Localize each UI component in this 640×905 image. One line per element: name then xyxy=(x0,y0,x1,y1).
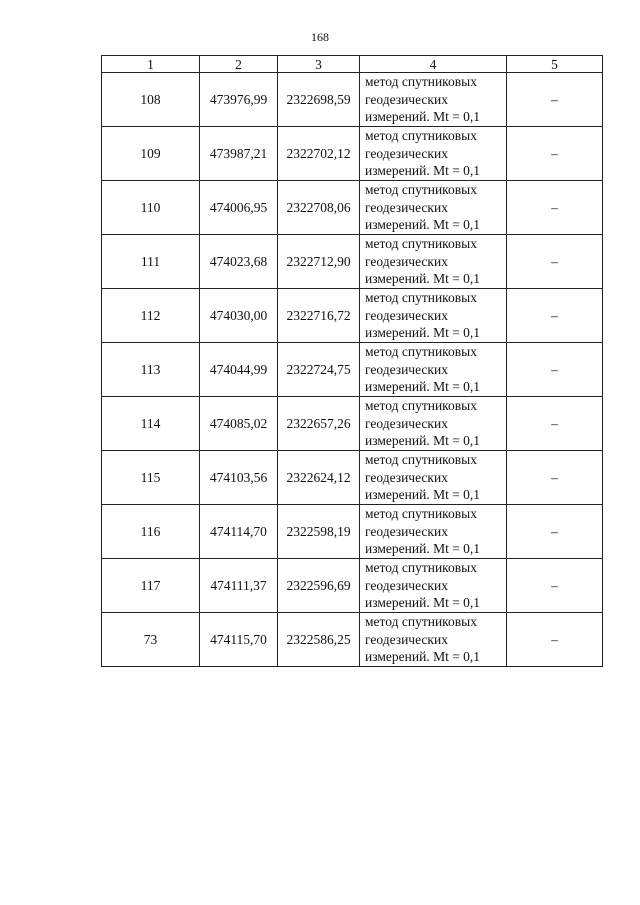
note-cell: – xyxy=(507,451,603,505)
method-cell xyxy=(360,559,507,613)
note-cell: – xyxy=(507,289,603,343)
method-cell xyxy=(360,73,507,127)
method-line: геодезических xyxy=(365,91,448,107)
y-coordinate-cell: 2322716,72 xyxy=(278,289,360,343)
table-row xyxy=(102,127,603,181)
point-number-cell: 116 xyxy=(102,505,200,559)
note-cell: – xyxy=(507,235,603,289)
table-row xyxy=(102,451,603,505)
table-row xyxy=(102,505,603,559)
column-header: 4 xyxy=(360,56,507,73)
method-line: измерений. Mt = 0,1 xyxy=(365,325,481,341)
table-row xyxy=(102,559,603,613)
method-line: метод спутниковых xyxy=(365,290,477,306)
method-cell xyxy=(360,505,507,559)
point-number-cell: 112 xyxy=(102,289,200,343)
method-line: измерений. Mt = 0,1 xyxy=(365,217,481,233)
method-line: метод спутниковых xyxy=(365,506,477,522)
method-line: метод спутниковых xyxy=(365,560,477,576)
note-cell: – xyxy=(507,343,603,397)
method-line: геодезических xyxy=(365,577,448,593)
method-line: метод спутниковых xyxy=(365,452,477,468)
y-coordinate-cell: 2322624,12 xyxy=(278,451,360,505)
x-coordinate-cell: 474006,95 xyxy=(200,181,278,235)
point-number-cell: 115 xyxy=(102,451,200,505)
method-cell xyxy=(360,235,507,289)
table-row xyxy=(102,181,603,235)
y-coordinate-cell: 2322708,06 xyxy=(278,181,360,235)
method-line: геодезических xyxy=(365,361,448,377)
method-cell xyxy=(360,397,507,451)
column-header: 3 xyxy=(278,56,360,73)
y-coordinate-cell: 2322702,12 xyxy=(278,127,360,181)
x-coordinate-cell: 474023,68 xyxy=(200,235,278,289)
method-line: измерений. Mt = 0,1 xyxy=(365,541,481,557)
note-cell: – xyxy=(507,505,603,559)
table-row xyxy=(102,397,603,451)
table-row xyxy=(102,613,603,667)
method-cell xyxy=(360,613,507,667)
note-cell: – xyxy=(507,127,603,181)
y-coordinate-cell: 2322657,26 xyxy=(278,397,360,451)
method-line: метод спутниковых xyxy=(365,182,477,198)
y-coordinate-cell: 2322712,90 xyxy=(278,235,360,289)
method-cell xyxy=(360,127,507,181)
x-coordinate-cell: 474085,02 xyxy=(200,397,278,451)
table-row xyxy=(102,343,603,397)
y-coordinate-cell: 2322598,19 xyxy=(278,505,360,559)
method-line: измерений. Mt = 0,1 xyxy=(365,649,481,665)
method-line: метод спутниковых xyxy=(365,614,477,630)
x-coordinate-cell: 474111,37 xyxy=(200,559,278,613)
note-cell: – xyxy=(507,397,603,451)
method-line: измерений. Mt = 0,1 xyxy=(365,595,481,611)
note-cell: – xyxy=(507,73,603,127)
x-coordinate-cell: 474044,99 xyxy=(200,343,278,397)
point-number-cell: 117 xyxy=(102,559,200,613)
column-header: 2 xyxy=(200,56,278,73)
method-line: геодезических xyxy=(365,199,448,215)
table-row xyxy=(102,289,603,343)
y-coordinate-cell: 2322724,75 xyxy=(278,343,360,397)
column-header: 5 xyxy=(507,56,603,73)
method-cell xyxy=(360,289,507,343)
table-header-row xyxy=(102,56,603,73)
method-line: геодезических xyxy=(365,631,448,647)
method-line: метод спутниковых xyxy=(365,236,477,252)
table-row xyxy=(102,235,603,289)
x-coordinate-cell: 473987,21 xyxy=(200,127,278,181)
y-coordinate-cell: 2322698,59 xyxy=(278,73,360,127)
x-coordinate-cell: 473976,99 xyxy=(200,73,278,127)
point-number-cell: 73 xyxy=(102,613,200,667)
x-coordinate-cell: 474114,70 xyxy=(200,505,278,559)
x-coordinate-cell: 474030,00 xyxy=(200,289,278,343)
table-row xyxy=(102,73,603,127)
method-line: геодезических xyxy=(365,415,448,431)
x-coordinate-cell: 474115,70 xyxy=(200,613,278,667)
method-line: измерений. Mt = 0,1 xyxy=(365,109,481,125)
note-cell: – xyxy=(507,613,603,667)
column-header: 1 xyxy=(102,56,200,73)
method-line: метод спутниковых xyxy=(365,398,477,414)
method-line: измерений. Mt = 0,1 xyxy=(365,433,481,449)
point-number-cell: 110 xyxy=(102,181,200,235)
method-line: геодезических xyxy=(365,469,448,485)
method-line: геодезических xyxy=(365,145,448,161)
method-line: метод спутниковых xyxy=(365,74,477,90)
method-line: измерений. Mt = 0,1 xyxy=(365,487,481,503)
page-number: 168 xyxy=(311,30,329,44)
method-line: измерений. Mt = 0,1 xyxy=(365,163,481,179)
method-line: метод спутниковых xyxy=(365,344,477,360)
point-number-cell: 114 xyxy=(102,397,200,451)
y-coordinate-cell: 2322586,25 xyxy=(278,613,360,667)
method-line: измерений. Mt = 0,1 xyxy=(365,379,481,395)
method-line: геодезических xyxy=(365,253,448,269)
method-line: геодезических xyxy=(365,523,448,539)
method-line: метод спутниковых xyxy=(365,128,477,144)
x-coordinate-cell: 474103,56 xyxy=(200,451,278,505)
method-cell xyxy=(360,181,507,235)
method-line: геодезических xyxy=(365,307,448,323)
note-cell: – xyxy=(507,181,603,235)
point-number-cell: 108 xyxy=(102,73,200,127)
note-cell: – xyxy=(507,559,603,613)
table-body xyxy=(102,73,603,667)
point-number-cell: 109 xyxy=(102,127,200,181)
y-coordinate-cell: 2322596,69 xyxy=(278,559,360,613)
method-line: измерений. Mt = 0,1 xyxy=(365,271,481,287)
method-cell xyxy=(360,343,507,397)
method-cell xyxy=(360,451,507,505)
coordinates-table xyxy=(101,55,603,667)
point-number-cell: 111 xyxy=(102,235,200,289)
point-number-cell: 113 xyxy=(102,343,200,397)
